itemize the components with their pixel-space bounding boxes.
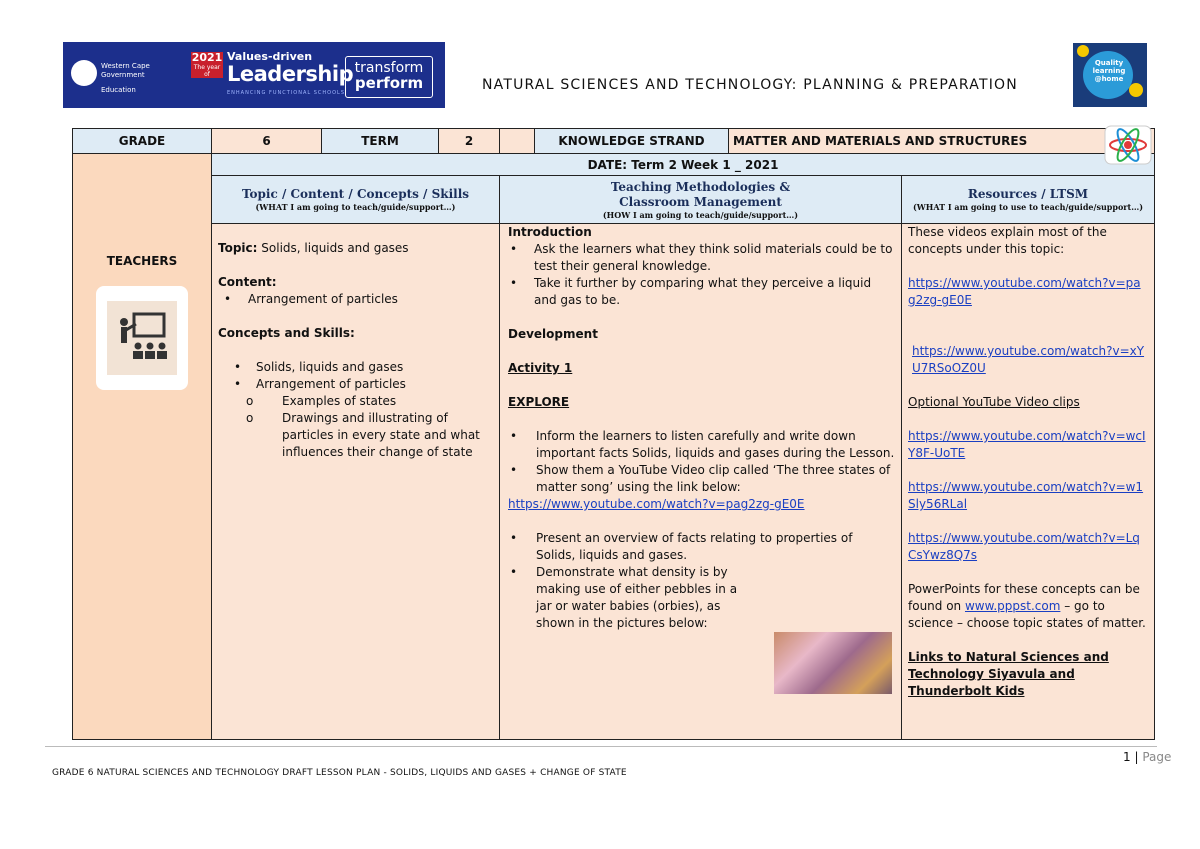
footer-divider [45,746,1157,747]
col-resources-header [902,176,1155,224]
col-method-header [500,176,902,224]
grade-label: GRADE [73,129,212,154]
transform-perform-logo [345,56,433,98]
term-label: TERM [322,129,439,154]
optional-link[interactable]: https://www.youtube.com/watch?v=w1Sly56RLal [908,480,1144,511]
page-number: 1 | Page [1123,750,1172,764]
intro-label: Introduction [508,225,592,239]
explore-item: • Inform the learners to listen carefully and write down important facts Solids, liquids and gases during the Lesson. [510,429,895,460]
teachers-cell [73,154,212,740]
resources-intro: These videos explain most of the concepts under this topic: [908,225,1107,256]
strand-label: KNOWLEDGE STRAND [535,129,729,154]
col3-title: Resources / LTSM [967,187,1089,201]
quality-learning-logo [1073,43,1147,107]
govt-line1: Western Cape [101,62,150,70]
govt-line3: Education [101,86,136,94]
pppst-link[interactable]: www.pppst.com [964,599,1061,613]
column-header-row [73,176,1155,224]
col1-title: Topic / Content / Concepts / Skills [241,187,470,201]
resource-link[interactable]: https://www.youtube.com/watch?v=xYU7RSoOZ0U [912,344,1145,375]
perform-text: perform [354,74,424,92]
content-item: • Arrangement of particles [224,292,398,306]
orbies-photo [774,632,892,694]
atom-icon [1104,125,1152,165]
col3-sub: (WHAT I am going to use to teach/guide/support…) [913,202,1143,212]
values-text: Values-driven [227,50,313,63]
content-row [73,224,1155,740]
quality-logo-text: Quality learning @home [1092,59,1126,83]
explore-label: EXPLORE [508,395,570,409]
lesson-plan-table [72,128,1155,740]
year-sub: The year of [193,64,221,78]
grade-value: 6 [212,129,322,154]
col2-title1: Teaching Methodologies & [610,179,791,194]
strand-value-text: MATTER AND MATERIALS AND STRUCTURES [733,134,1028,148]
crest-icon [71,60,97,86]
more-item: • Present an overview of facts relating to properties of Solids, liquids and gases. [510,531,853,562]
wcg-logo [69,56,179,96]
activity-label: Activity 1 [508,361,573,375]
more-item: • Demonstrate what density is by making use of either pebbles in a jar or water babies (orbies), as shown in the pictures below: [510,565,738,630]
video-link[interactable]: https://www.youtube.com/watch?v=pag2zg-gE0E [508,497,805,511]
topic-value: Solids, liquids and gases [261,241,409,255]
ppt-text: PowerPoints for these concepts can be found on www.pppst.com – go to science – choose topic states of matter. [908,582,1146,630]
concepts-label: Concepts and Skills: [218,326,355,340]
transform-text: transform [354,60,424,76]
term-value: 2 [439,129,500,154]
topic-cell [212,224,500,740]
govt-line2: Government [101,71,145,79]
year-badge [191,52,223,78]
concept-item: • Solids, liquids and gases [234,360,404,374]
teachers-label: TEACHERS [106,254,178,268]
method-cell [500,224,902,740]
sub-item: o Examples of states [246,394,397,408]
explore-item: • Show them a YouTube Video clip called ‘The three states of matter song’ using the link below: [510,463,891,494]
concept-item: • Arrangement of particles [234,377,406,391]
optional-link[interactable]: https://www.youtube.com/watch?v=wcIY8F-UoTE [908,429,1146,460]
topic-label: Topic: [218,241,258,255]
strand-value [729,129,1155,154]
footer-title: GRADE 6 NATURAL SCIENCES AND TECHNOLOGY DRAFT LESSON PLAN - SOLIDS, LIQUIDS AND GASES + CHANGE OF STATE [52,768,627,778]
leadership-text: Leadership [227,62,354,86]
sub-item: o Drawings and illustrating of particles in every state and what influences their change of state [246,411,480,459]
resource-link[interactable]: https://www.youtube.com/watch?v=pag2zg-gE0E [908,276,1141,307]
intro-item: • Take it further by comparing what they perceive a liquid and gas to be. [510,276,872,307]
tagline-text: ENHANCING FUNCTIONAL SCHOOLS [227,90,346,96]
col1-sub: (WHAT I am going to teach/guide/support…) [255,202,456,212]
teacher-image [96,286,188,390]
header-banner [63,42,445,108]
page-label: Page [1142,750,1172,764]
optional-link[interactable]: https://www.youtube.com/watch?v=LqCsYwz8Q7s [908,531,1140,562]
page-number-value: 1 [1123,750,1131,764]
col-topic-header [212,176,500,224]
date-row [73,154,1155,176]
header-row [73,129,1155,154]
date-cell: DATE: Term 2 Week 1 _ 2021 [212,154,1155,176]
spacer-cell [500,129,535,154]
page-title: NATURAL SCIENCES AND TECHNOLOGY: PLANNING & PREPARATION [482,77,1018,93]
teacher-icon [114,310,170,366]
optional-label: Optional YouTube Video clips [908,395,1080,409]
resources-cell [902,224,1155,740]
col2-sub: (HOW I am going to teach/guide/support…) [602,209,799,220]
content-label: Content: [218,275,277,289]
intro-item: • Ask the learners what they think solid materials could be to test their general knowledge. [510,242,893,273]
development-label: Development [508,327,598,341]
col2-title2: Classroom Management [619,194,782,209]
links-heading: Links to Natural Sciences and Technology Siyavula and Thunderbolt Kids [908,650,1109,698]
year-text: 2021 [191,51,223,64]
